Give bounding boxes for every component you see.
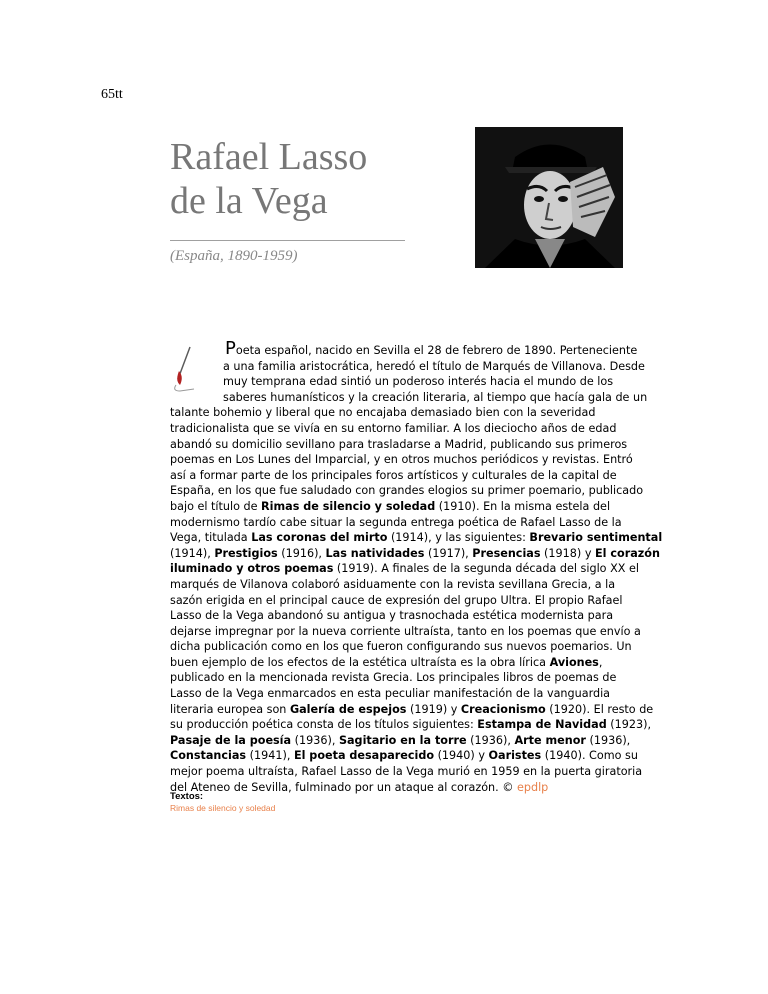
bio-text: oeta español, nacido en Sevilla el 28 de febrero de 1890. Perteneciente (235, 344, 638, 357)
bio-line (170, 780, 625, 796)
bio-text: su producción poética consta de los títulos siguientes: (170, 718, 478, 732)
bio-line (170, 546, 660, 562)
bio-text: mejor poema ultraísta, Rafael Lasso de la Vega murió en 1959 en la puerta giratoria (170, 765, 643, 779)
book-title: Aviones (549, 655, 599, 669)
bio-text: (1941), (246, 749, 294, 763)
bio-text: a una familia aristocrática, heredó el título de Marqués de Villanova. Desde (223, 359, 645, 373)
book-title: El corazón (595, 546, 660, 560)
bio-line (170, 530, 663, 546)
bio-text: publicado en la mencionada revista Grecia. Los principales libros de poemas de (170, 671, 617, 685)
title-line-1: Rafael Lasso (170, 136, 368, 178)
bio-line (170, 764, 643, 780)
bio-line (170, 655, 625, 671)
bio-text: dejarse impregnar por la nueva corriente ultraísta, tanto en los poemas que envío a (170, 624, 641, 638)
bio-line (170, 686, 625, 702)
bio-line (170, 359, 645, 375)
bio-text: (1919) y (406, 702, 461, 716)
bio-line (170, 515, 625, 531)
bio-line (170, 608, 625, 624)
bio-text: tradicionalista que se vivía en su entorno familiar. A los dieciocho años de edad (170, 421, 617, 435)
bio-line (170, 483, 644, 499)
book-title: Las natividades (325, 546, 425, 560)
book-title: Galería de espejos (289, 702, 407, 716)
bio-text: , (598, 655, 603, 669)
book-title: Presencias (472, 546, 541, 560)
bio-text: dicha publicación como en los que fueron configurando sus nuevos poemarios. Un (170, 640, 632, 654)
bio-line (170, 561, 639, 577)
bio-text: modernismo tardío cabe situar la segunda entrega poética de Rafael Lasso de la (170, 515, 622, 529)
bio-text: (1936), (585, 733, 631, 747)
bio-text: (1918) y (540, 546, 595, 560)
bio-text: así a formar parte de los principales foros artísticos y culturales de la capital de (170, 468, 617, 482)
bio-text: (1920). El resto de (545, 702, 654, 716)
book-title: Prestigios (214, 546, 278, 560)
title-divider (170, 240, 405, 241)
bio-line (170, 717, 652, 733)
bio-line (170, 468, 625, 484)
bio-line (170, 593, 625, 609)
bio-line (170, 374, 625, 390)
bio-text: sazón erigida en el principal cauce de expresión del grupo Ultra. El propio Rafael (170, 593, 623, 607)
bio-text: (1917), (424, 546, 473, 560)
bio-text: (1914), (170, 546, 215, 560)
title-line-2: de la Vega (170, 180, 328, 222)
book-title: Las coronas del mirto (251, 531, 388, 545)
bio-line (170, 390, 648, 406)
book-title: Brevario sentimental (529, 531, 663, 545)
bio-text: (1940) y (434, 749, 489, 763)
bio-text: (1919). A finales de la segunda década del siglo XX el (333, 562, 639, 576)
bio-line (170, 624, 641, 640)
texts-label: Textos: (170, 791, 204, 802)
page-title (170, 135, 470, 223)
book-title: Rimas de silencio y soledad (261, 499, 436, 513)
book-title: Constancias (170, 749, 247, 763)
bio-text: Lasso de la Vega abandonó su antigua y trasnochada estética modernista para (170, 609, 614, 623)
page-identifier: 65tt (101, 87, 123, 102)
bio-text: Lasso de la Vega enmarcados en esta peculiar manifestación de la vanguardia (170, 687, 611, 701)
bio-line (170, 499, 625, 515)
book-title: Pasaje de la poesía (170, 733, 292, 747)
bio-line (170, 577, 625, 593)
bio-line (170, 405, 625, 421)
author-portrait (475, 127, 623, 268)
bio-line (170, 421, 625, 437)
epdlp-link[interactable]: epdlp (516, 780, 549, 794)
page-subtitle: (España, 1890-1959) (170, 248, 298, 264)
bio-text: España, en los que fue saludado con grandes elogios su primer poemario, publicado (170, 484, 644, 498)
bio-text: (1923), (606, 718, 652, 732)
bio-text: bajo el título de (170, 499, 262, 513)
book-title: Estampa de Navidad (477, 718, 607, 732)
bio-text: buen ejemplo de los efectos de la estética ultraísta es la obra lírica (170, 655, 550, 669)
bio-text: (1936), (466, 733, 515, 747)
bio-text: poemas en Los Lunes del Imparcial, y en otros muchos periódicos y revistas. Entró (170, 453, 633, 467)
bio-line (170, 437, 628, 453)
bio-text: abandó su domicilio sevillano para trasladarse a Madrid, publicando sus primeros (170, 437, 628, 451)
book-title: Creacionismo (460, 702, 546, 716)
bio-text: marqués de Vilanova colaboró asiduamente con la revista sevillana Grecia, a la (170, 577, 616, 591)
bio-line (170, 639, 632, 655)
bio-text: saberes humanísticos y la creación literaria, al tiempo que hacía gala de un (223, 390, 648, 404)
book-title: Oaristes (488, 749, 542, 763)
bio-line (170, 748, 638, 764)
bio-text: del Ateneo de Sevilla, fulminado por un ataque al corazón. © (170, 780, 517, 794)
bio-line (170, 670, 625, 686)
bio-line (170, 338, 638, 359)
bio-line (170, 733, 631, 749)
texts-link-rimas[interactable]: Rimas de silencio y soledad (170, 803, 276, 813)
bio-text: (1916), (277, 546, 326, 560)
book-title: Sagitario en la torre (338, 733, 467, 747)
bio-text: (1936), (291, 733, 339, 747)
bio-line (170, 702, 654, 718)
bio-text: literaria europea son (170, 702, 290, 716)
bio-line (170, 452, 633, 468)
book-title: El poeta desaparecido (293, 749, 435, 763)
bio-text: talante bohemio y liberal que no encajaba demasiado bien con la severidad (170, 406, 596, 420)
bio-text: (1914), y las siguientes: (387, 531, 530, 545)
bio-text: Vega, titulada (170, 531, 252, 545)
biography-text (170, 338, 663, 795)
drop-cap: P (225, 338, 236, 359)
book-title: iluminado y otros poemas (170, 562, 334, 576)
bio-text: (1940). Como su (541, 749, 638, 763)
book-title: Arte menor (514, 733, 586, 747)
bio-text: muy temprana edad sintió un poderoso interés hacia el mundo de los (223, 375, 614, 389)
bio-text: (1910). En la misma estela del (435, 499, 611, 513)
